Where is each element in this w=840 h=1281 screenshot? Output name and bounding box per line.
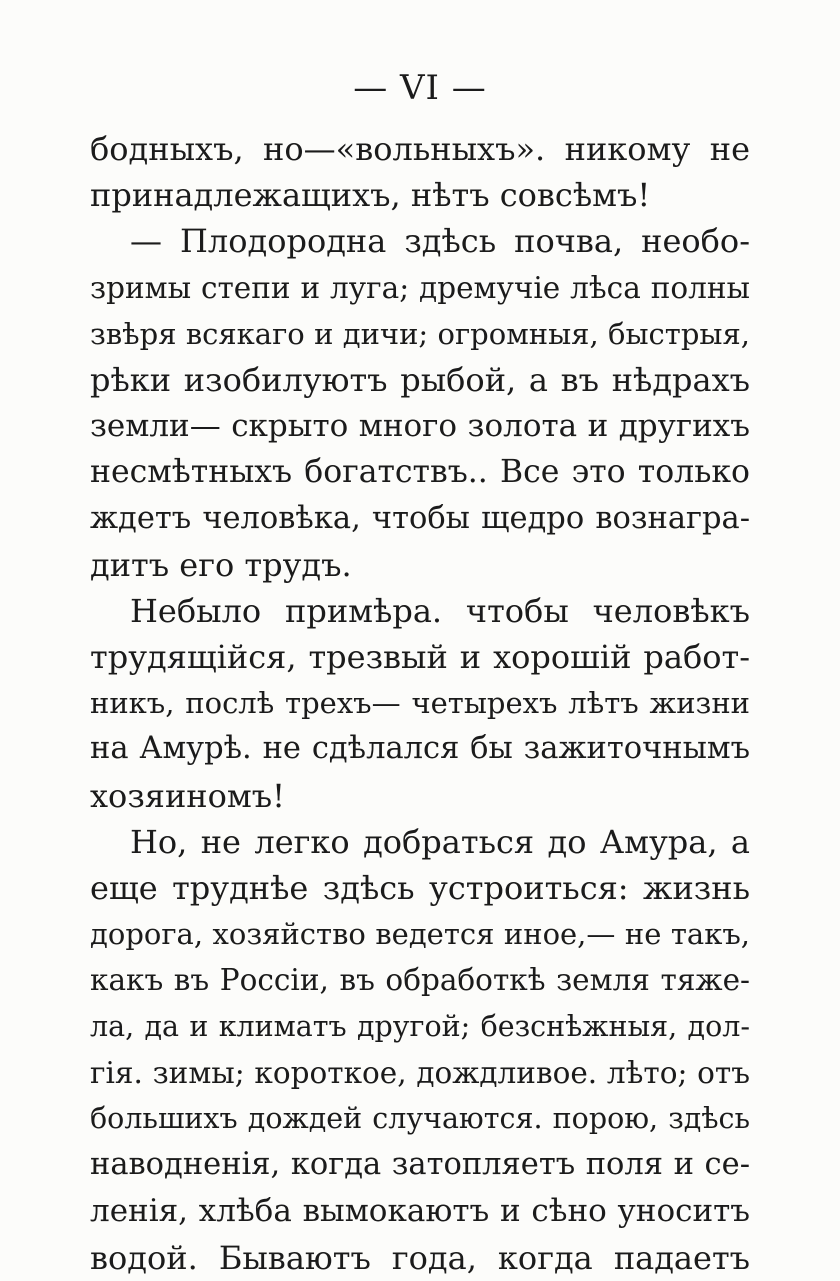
text-line: какъ въ Россіи, въ обработкѣ земля тяже- bbox=[90, 963, 750, 998]
text-line: звѣря всякаго и дичи; огромныя, быстрыя, bbox=[90, 316, 750, 351]
page-number-header: — VI — bbox=[353, 68, 487, 108]
text-line: — Плодородна здѣсь почва, необо- bbox=[130, 222, 750, 261]
text-line: принадлежащихъ, нѣтъ совсѣмъ! bbox=[90, 176, 651, 215]
text-line: земли— скрыто много золота и другихъ bbox=[90, 408, 750, 445]
text-line: трудящійся, трезвый и хорошій работ- bbox=[90, 638, 750, 677]
text-line: Но, не легко добраться до Амура, а bbox=[130, 822, 750, 861]
text-line: хозяиномъ! bbox=[90, 776, 285, 815]
text-line: рѣки изобилуютъ рыбой, а въ нѣдрахъ bbox=[90, 360, 750, 399]
text-line: большихъ дождей случаются. порою, здѣсь bbox=[90, 1101, 750, 1135]
text-line: на Амурѣ. не сдѣлался бы зажиточнымъ bbox=[90, 731, 750, 767]
text-line: наводненія, когда затопляетъ поля и се- bbox=[90, 1147, 750, 1183]
text-line: водой. Бываютъ года, когда падаетъ bbox=[90, 1238, 750, 1277]
text-line: несмѣтныхъ богатствъ.. Все это только bbox=[90, 454, 750, 491]
text-line: ла, да и климатъ другой; безснѣжныя, дол- bbox=[90, 1009, 750, 1043]
page-body bbox=[90, 126, 750, 1281]
text-line: зримы степи и луга; дремучіе лѣса полны bbox=[90, 270, 750, 305]
text-line: ждетъ человѣка, чтобы щедро вознагра- bbox=[90, 500, 750, 536]
text-line: дитъ его трудъ. bbox=[90, 545, 352, 584]
text-line: бодныхъ, но—«вольныхъ». никому не bbox=[90, 130, 750, 168]
text-line: еще труднѣе здѣсь устроиться: жизнь bbox=[90, 869, 750, 907]
text-line: гія. зимы; короткое, дождливое. лѣто; отъ bbox=[90, 1055, 750, 1090]
text-line: никъ, послѣ трехъ— четырехъ лѣтъ жизни bbox=[90, 686, 750, 721]
text-line: Небыло примѣра. чтобы человѣкъ bbox=[130, 591, 750, 630]
text-line: дорога, хозяйство ведется иное,— не такъ, bbox=[90, 917, 750, 952]
text-line: ленія, хлѣба вымокаютъ и сѣно уноситъ bbox=[90, 1193, 750, 1230]
